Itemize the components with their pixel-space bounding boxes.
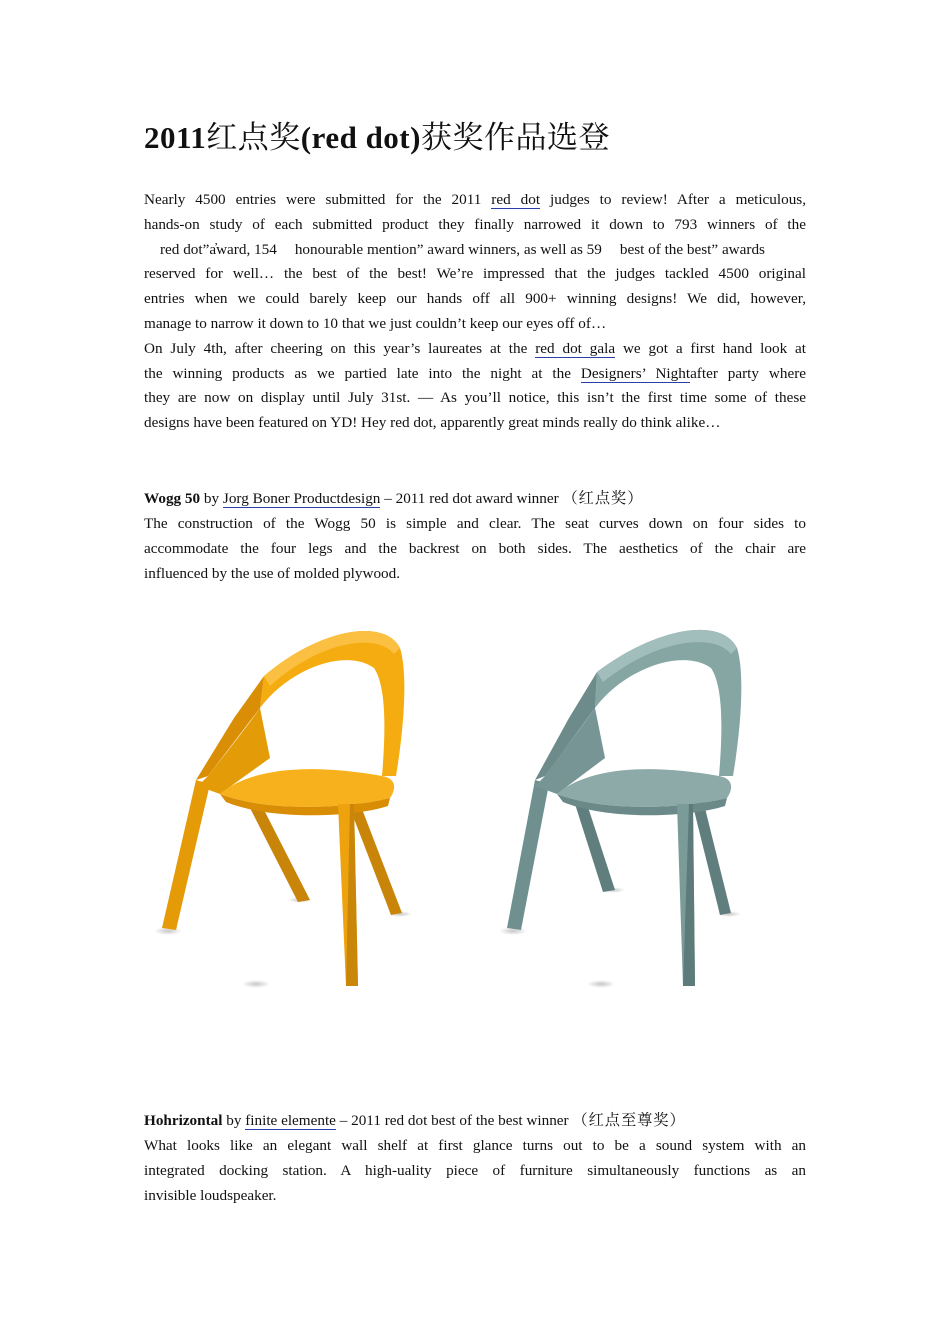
product1-desc-line-1: The construction of the Wogg 50 is simple and clear. The seat curves down on four sides to xyxy=(144,515,806,532)
intro-text: the winning products as we partied late into the night at the xyxy=(144,364,571,382)
intro-paragraph xyxy=(144,188,806,436)
product1-description xyxy=(144,512,806,586)
intro-line-2: hands-on study of each submitted product they finally narrowed it down to 793 winners of the xyxy=(144,215,806,233)
intro-text: we got a first hand look at xyxy=(622,339,806,357)
product1-desc-line-3: influenced by the use of molded plywood. xyxy=(144,564,401,582)
product1-award: – 2011 red dot award winner xyxy=(384,490,559,507)
wogg-50-chairs-image xyxy=(150,608,800,1008)
intro-line-10: designs have been featured on YD! Hey red dot, apparently great minds really do think alike… xyxy=(144,414,721,432)
product1-desc-line-2: accommodate the four legs and the backrest on both sides. The aesthetics of the chair are xyxy=(144,539,806,557)
product2-desc-line-1: What looks like an elegant wall shelf at first glance turns out to be a sound system with an xyxy=(144,1137,806,1154)
intro-line-1 xyxy=(144,188,806,213)
product2-award-zh: （红点至尊奖） xyxy=(572,1112,686,1129)
title-year: 2011 xyxy=(144,120,207,155)
product1-name: Wogg 50 xyxy=(144,490,201,507)
intro-line-8 xyxy=(144,362,806,387)
intro-line-3 xyxy=(144,238,806,263)
product2-desc-line-2: integrated docking station. A high-uality piece of furniture simultaneously functions as an xyxy=(144,1161,806,1179)
intro-line-7 xyxy=(144,337,806,362)
product1-heading xyxy=(144,487,643,512)
jorg-boner-link[interactable]: Jorg Boner Productdesign xyxy=(222,490,381,507)
intro-text: red dot”a̓ward, 154 xyxy=(160,240,277,258)
red-dot-gala-link[interactable]: red dot gala xyxy=(535,339,616,357)
intro-text: best of the best” awards xyxy=(619,240,765,258)
finite-elemente-link[interactable]: finite elemente xyxy=(245,1112,336,1129)
intro-text: Nearly 4500 entries were submitted for the 2011 xyxy=(144,191,482,208)
intro-line-6: manage to narrow it down to 10 that we just couldn’t keep our eyes off of… xyxy=(144,314,607,332)
intro-line-5: entries when we could barely keep our hands off all 900+ winning designs! We did, however, xyxy=(144,290,806,308)
product2-description xyxy=(144,1134,806,1208)
title-en: (red dot) xyxy=(300,120,421,155)
intro-text: On July 4th, after cheering on this year’s laureates at the xyxy=(144,339,528,357)
designers-night-link[interactable]: Designers’ Night xyxy=(580,364,691,382)
intro-text: judges to review! After a meticulous, xyxy=(550,191,807,208)
product1-award-zh: （红点奖） xyxy=(562,490,644,507)
red-dot-link[interactable]: red dot xyxy=(491,191,541,208)
yellow-chair xyxy=(154,631,412,988)
intro-line-4: reserved for well… the best of the best! We’re impressed that the judges tackled 4500 original xyxy=(144,265,806,283)
product2-by: by xyxy=(226,1112,242,1129)
intro-line-9: they are now on display until July 31st. — As you’ll notice, this isn’t the first time some of these xyxy=(144,389,806,407)
intro-text: after party where xyxy=(690,364,806,382)
teal-chair xyxy=(499,630,741,988)
title-zh-suffix: 获奖作品选登 xyxy=(420,120,610,155)
product2-heading xyxy=(144,1109,686,1134)
product2-award: – 2011 red dot best of the best winner xyxy=(339,1112,569,1129)
page-title xyxy=(144,116,610,160)
product1-by: by xyxy=(203,490,220,507)
title-zh-prefix: 红点奖 xyxy=(206,120,301,155)
product2-name: Hohrizontal xyxy=(144,1112,223,1129)
product2-desc-line-3: invisible loudspeaker. xyxy=(144,1186,277,1204)
intro-text: honourable mention” award winners, as well as 59 xyxy=(294,240,602,258)
